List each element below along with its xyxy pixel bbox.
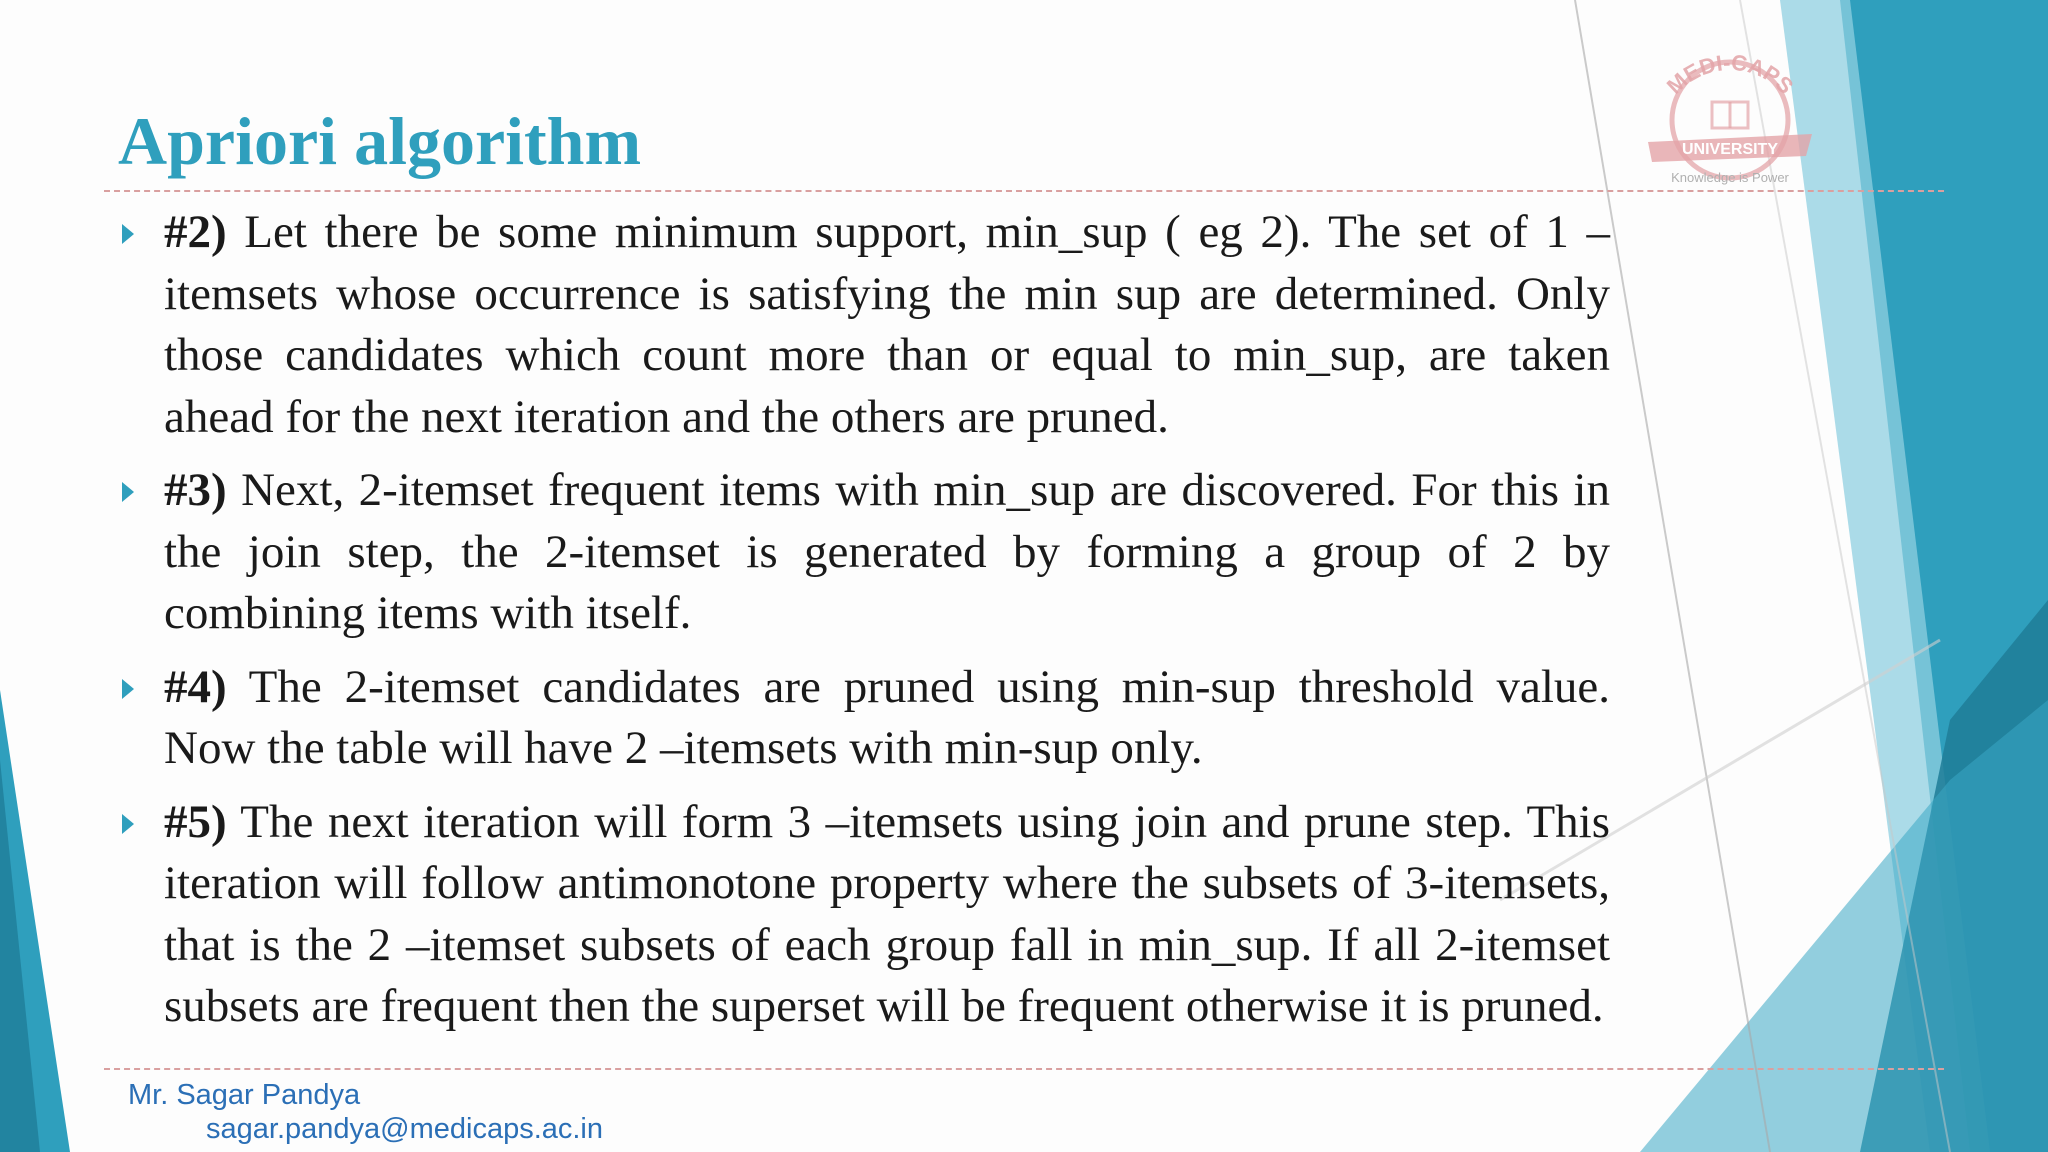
bullet-step-label: #4)	[164, 660, 227, 713]
logo-tagline: Knowledge is Power	[1671, 170, 1789, 185]
bullet-arrow-icon	[122, 814, 134, 834]
bullet-arrow-icon	[122, 482, 134, 502]
bullet-text: Next, 2-itemset frequent items with min_sup are discovered. For this in the join step, the 2-itemset is generated by forming a group of 2 by combining items with itself.	[164, 464, 1610, 639]
bullet-text: Let there be some minimum support, min_sup ( eg 2). The set of 1 – itemsets whose occurrence is satisfying the min sup are determined. Only those candidates which count more than or equal to min_sup, are taken ahead for the next iteration and the others are pruned.	[164, 206, 1610, 443]
bullet-step-label: #5)	[164, 795, 227, 848]
slide-title: Apriori algorithm	[118, 103, 642, 179]
bullet-list	[110, 202, 1610, 1050]
bottom-divider	[104, 1068, 1944, 1070]
bullet-arrow-icon	[122, 224, 134, 244]
bullet-item	[110, 460, 1610, 645]
bullet-step-label: #3)	[164, 464, 227, 516]
bullet-text: The next iteration will form 3 –itemsets using join and prune step. This iteration will follow antimonotone property where the subsets of 3-itemsets, that is the 2 –itemset subsets of each group fall in min_sup. If all 2-itemset subsets are frequent then the superset will be frequent otherwise it is pruned.	[164, 795, 1610, 1032]
footer-author: Mr. Sagar Pandya	[128, 1079, 361, 1111]
top-divider	[104, 190, 1944, 192]
bullet-item	[110, 202, 1610, 448]
university-logo	[1620, 30, 1840, 195]
bullet-item	[110, 792, 1610, 1038]
bullet-item	[110, 657, 1610, 780]
bullet-text: The 2-itemset candidates are pruned using min-sup threshold value. Now the table will have 2 –itemsets with min-sup only.	[164, 660, 1610, 774]
logo-name-text: MEDI-CAPS	[1661, 49, 1799, 99]
bullet-step-label: #2)	[164, 206, 227, 258]
footer-email: sagar.pandya@medicaps.ac.in	[206, 1113, 604, 1145]
bullet-arrow-icon	[122, 679, 134, 699]
logo-banner-text: UNIVERSITY	[1681, 141, 1779, 158]
svg-text:MEDI-CAPS	[1662, 50, 1799, 99]
